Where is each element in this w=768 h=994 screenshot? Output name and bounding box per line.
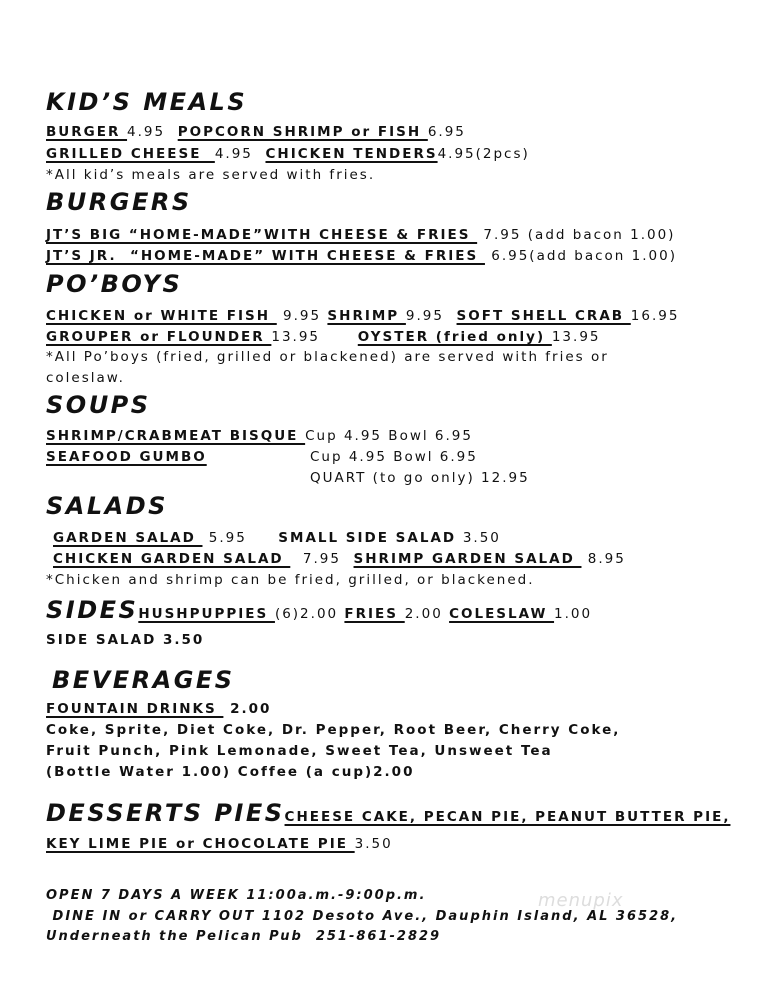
kids-heading: KID’S MEALS	[46, 88, 248, 116]
price: 3.50	[354, 836, 393, 852]
price: 13.95	[551, 329, 601, 345]
price: 5.95	[202, 530, 279, 546]
beverages-line-4: (Bottle Water 1.00) Coffee (a cup)2.00	[46, 764, 415, 780]
menu-item: FRIES	[344, 606, 405, 622]
poboys-line-1	[46, 308, 679, 324]
menu-item: OYSTER (fried only)	[357, 329, 552, 345]
price: 6.95	[427, 124, 466, 140]
beverages-line-2: Coke, Sprite, Diet Coke, Dr. Pepper, Root Beer, Cherry Coke,	[46, 722, 621, 738]
menu-item: CHICKEN TENDERS	[265, 146, 438, 162]
beverages-heading: BEVERAGES	[52, 666, 235, 694]
sides-line-2	[46, 632, 204, 648]
price: Cup 4.95 Bowl 6.95	[305, 428, 473, 444]
price: 1.00	[554, 606, 593, 622]
price: 3.50	[462, 530, 501, 546]
poboys-heading: PO’BOYS	[46, 270, 183, 298]
price: 13.95	[271, 329, 358, 345]
kids-note: *All kid’s meals are served with fries.	[46, 167, 376, 183]
price: 16.95	[630, 308, 680, 324]
price: 8.95	[581, 551, 626, 567]
price: (6)2.00	[274, 606, 345, 622]
burgers-heading: BURGERS	[46, 188, 192, 216]
menu-item: SEAFOOD GUMBO	[46, 449, 207, 465]
soups-line-3: QUART (to go only) 12.95	[310, 470, 530, 486]
menu-item: GRILLED CHEESE	[46, 146, 215, 162]
sides-heading: SIDES	[46, 596, 139, 624]
footer-location: Underneath the Pelican Pub 251-861-2829	[46, 929, 442, 944]
footer-hours: OPEN 7 DAYS A WEEK 11:00a.m.-9:00p.m.	[46, 888, 427, 903]
menu-item: FOUNTAIN DRINKS	[46, 701, 224, 717]
menu-item: JT’S BIG “HOME-MADE”WITH CHEESE & FRIES	[46, 227, 478, 243]
menu-item: GARDEN SALAD	[53, 530, 203, 546]
price: 4.95(2pcs)	[437, 146, 530, 162]
soups-line-1	[46, 428, 473, 444]
kids-line-1	[46, 124, 466, 140]
menu-item: CHEESE CAKE, PECAN PIE, PEANUT BUTTER PIE,	[284, 809, 731, 825]
menu-item: CHICKEN GARDEN SALAD	[53, 551, 291, 567]
menu-item: SIDE SALAD 3.50	[46, 632, 205, 648]
price: 7.95	[290, 551, 354, 567]
price: 4.95	[127, 124, 178, 140]
watermark: menupix	[538, 890, 624, 911]
price: 2.00	[404, 606, 450, 622]
menu-item: SOFT SHELL CRAB	[456, 308, 631, 324]
desserts-line-1	[46, 799, 730, 827]
price: 4.95	[214, 146, 266, 162]
menu-item: COLESLAW	[449, 606, 555, 622]
sides-line-1	[46, 596, 592, 624]
menu-item: SHRIMP/CRABMEAT BISQUE	[46, 428, 306, 444]
menu-item: HUSHPUPPIES	[138, 606, 275, 622]
soups-line-2	[46, 449, 478, 465]
burgers-line-1	[46, 227, 675, 243]
price: 2.00	[223, 701, 272, 717]
price: 7.95 (add bacon 1.00)	[477, 227, 676, 243]
price: 6.95(add bacon 1.00)	[484, 248, 677, 264]
menu-item: JT’S JR. “HOME-MADE” WITH CHEESE & FRIES	[46, 248, 485, 264]
kids-line-2	[46, 146, 530, 162]
burgers-line-2	[46, 248, 677, 264]
price: 9.95	[276, 308, 328, 324]
poboys-note-2: coleslaw.	[46, 370, 125, 386]
menu-item: CHICKEN or WHITE FISH	[46, 308, 277, 324]
poboys-note-1: *All Po’boys (fried, grilled or blackened) are served with fries or	[46, 349, 609, 365]
menu-item: GROUPER or FLOUNDER	[46, 329, 272, 345]
salads-note: *Chicken and shrimp can be fried, grilled, or blackened.	[46, 572, 535, 588]
beverages-line-3: Fruit Punch, Pink Lemonade, Sweet Tea, Unsweet Tea	[46, 743, 553, 759]
salads-line-2	[53, 551, 626, 567]
menu-item: BURGER	[46, 124, 128, 140]
price: Cup 4.95 Bowl 6.95	[310, 449, 478, 465]
salads-line-1	[53, 530, 501, 546]
poboys-line-2	[46, 329, 601, 345]
menu-item: SMALL SIDE SALAD	[278, 530, 463, 546]
desserts-heading: DESSERTS PIES	[46, 799, 285, 827]
desserts-line-2	[46, 836, 393, 852]
menu-item: SHRIMP	[327, 308, 406, 324]
soups-heading: SOUPS	[46, 391, 151, 419]
menu-item: SHRIMP GARDEN SALAD	[353, 551, 582, 567]
beverages-line-1	[46, 701, 271, 717]
menu-item: POPCORN SHRIMP or FISH	[177, 124, 428, 140]
price: 9.95	[405, 308, 457, 324]
footer-address: DINE IN or CARRY OUT 1102 Desoto Ave., Dauphin Island, AL 36528,	[46, 909, 679, 924]
menu-item: KEY LIME PIE or CHOCOLATE PIE	[46, 836, 355, 852]
salads-heading: SALADS	[46, 492, 168, 520]
